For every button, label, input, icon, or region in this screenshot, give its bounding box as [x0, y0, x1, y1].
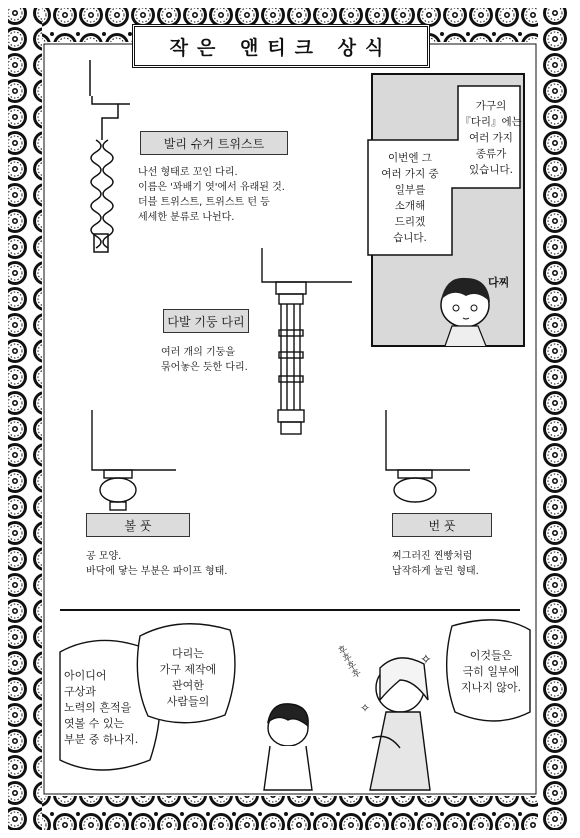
speech-bubble-right — [454, 648, 528, 696]
laugh-sfx: 후후후후 — [334, 644, 362, 681]
leg-label-barley-twist: 발리 슈거 트위스트 — [140, 131, 288, 155]
leg-desc-ball-foot — [86, 549, 227, 579]
bubble-line: 엿볼 수 있는 — [64, 717, 125, 730]
intro-line: 여러 가지 — [469, 132, 513, 144]
intro-line: 이번엔 그 — [388, 152, 432, 164]
bubble-line: 부분 중 하나지. — [64, 733, 139, 746]
page-title: 작은 앤티크 상식 — [169, 36, 393, 59]
bubble-line: 구상과 — [64, 685, 96, 698]
desc-line: 여러 개의 기둥을 — [161, 347, 235, 358]
page-title-box — [132, 24, 430, 68]
sparkle-icon: ✧ — [420, 652, 432, 668]
intro-line: 여러 가지 중 — [381, 168, 439, 180]
leg-desc-bun-foot — [392, 549, 479, 579]
intro-line: 습니다. — [393, 232, 427, 244]
bubble-line: 사람들의 — [166, 695, 210, 708]
desc-line: 더블 트위스트, 트위스트 턴 등 — [138, 197, 270, 208]
intro-line: 드리겠 — [394, 216, 426, 228]
desc-line: 찌그러진 찐빵처럼 — [392, 551, 473, 562]
desc-line: 납작하게 눌린 형태. — [392, 566, 479, 577]
intro-line: 소개해 — [394, 200, 426, 212]
bubble-line: 극히 일부에 — [462, 665, 520, 678]
bubble-line: 지나지 않아. — [460, 681, 522, 694]
bubble-line: 가구 제작에 — [159, 663, 217, 676]
desc-line: 묶어놓은 듯한 다리. — [161, 362, 248, 373]
intro-line: 있습니다. — [469, 164, 513, 176]
speech-bubble-middle — [150, 646, 226, 710]
desc-line: 세세한 분류로 나뉜다. — [138, 212, 235, 223]
intro-line: 『다리』에는 — [460, 116, 522, 128]
bubble-line: 노력의 흔적을 — [64, 701, 132, 714]
speech-bubble-left — [64, 668, 138, 748]
desc-line: 바닥에 닿는 부분은 파이프 형태. — [86, 566, 228, 577]
bubble-line: 아이디어 — [64, 669, 107, 682]
intro-line: 일부를 — [394, 184, 426, 196]
leg-desc-barley-twist — [138, 165, 285, 225]
sfx-text: 다찌 — [488, 276, 510, 289]
bubble-line: 관여한 — [172, 679, 204, 692]
intro-line: 종류가 — [475, 148, 507, 160]
bubble-line: 이것들은 — [469, 649, 513, 662]
sparkle-icon: ✧ — [360, 701, 371, 715]
intro-note-top — [460, 98, 522, 178]
leg-label-bun-foot: 번 풋 — [392, 513, 492, 537]
leg-label-ball-foot: 볼 풋 — [86, 513, 190, 537]
desc-line: 나선 형태로 꼬인 다리. — [138, 167, 238, 178]
leg-desc-clustered-column — [161, 345, 248, 375]
intro-note-bottom — [368, 150, 452, 246]
intro-line: 가구의 — [475, 100, 507, 112]
desc-line: 이름은 '꽈배기 엿'에서 유래된 것. — [138, 182, 285, 193]
leg-label-clustered-column: 다발 기둥 다리 — [163, 309, 249, 333]
bubble-line: 다리는 — [172, 647, 204, 660]
desc-line: 공 모양. — [86, 551, 122, 562]
